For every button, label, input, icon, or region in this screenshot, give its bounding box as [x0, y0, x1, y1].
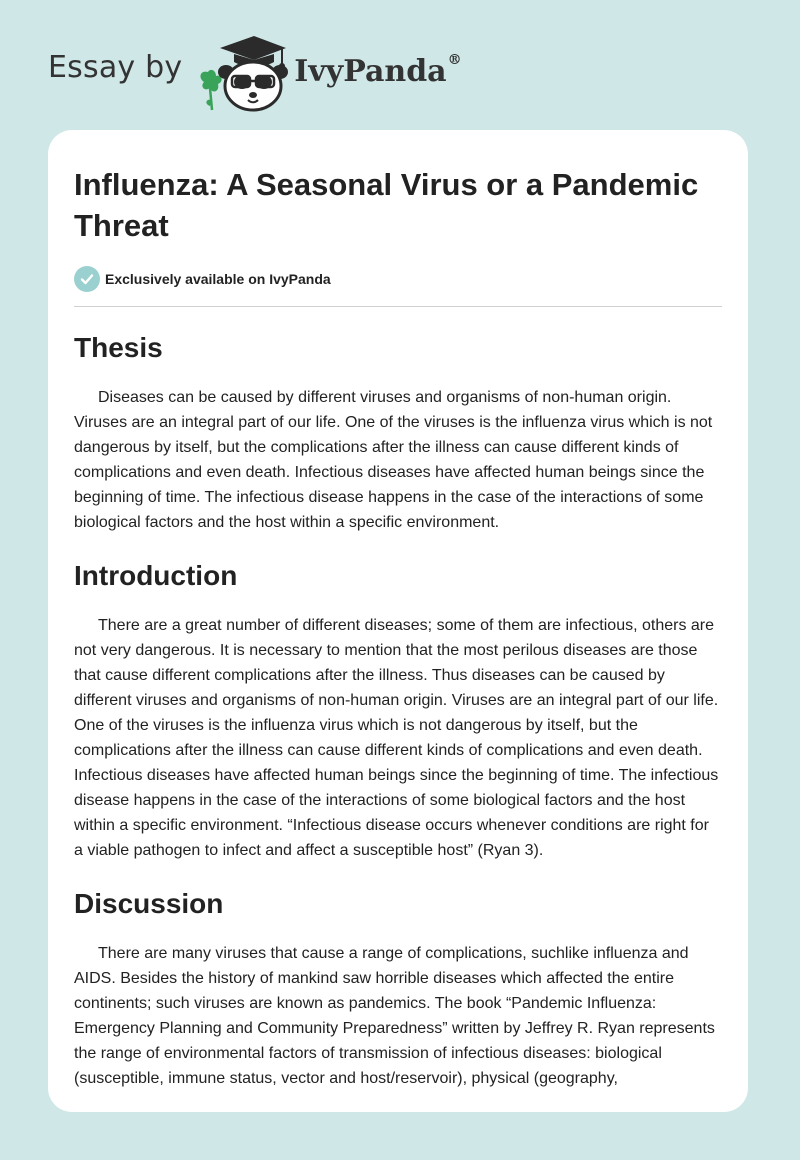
section-paragraph-thesis: Diseases can be caused by different viruses and organisms of non-human origin. Viruses are an integral part of our life. One of the viruses is the influenza virus which is not dangerous by itself, but the complications after the illness can cause different kinds of complications and even death. Infectious diseases have affected human beings since the beginning of time. The infectious disease happens in the case of the interactions of some biological factors and the host within a specific environment.	[74, 389, 713, 531]
check-icon	[74, 266, 100, 292]
brand-name[interactable]: IvyPanda®	[294, 51, 462, 89]
exclusive-label: Exclusively available on IvyPanda	[105, 271, 331, 287]
section-heading-introduction: Introduction	[74, 560, 238, 591]
essay-by-label: Essay by	[48, 49, 183, 85]
registered-mark: ®	[447, 51, 462, 68]
panda-logo-icon[interactable]	[196, 32, 288, 114]
section-heading-discussion: Discussion	[74, 888, 224, 919]
section-paragraph-discussion: There are many viruses that cause a range of complications, suchlike influenza and AIDS. Besides the history of mankind saw horrible diseases which affected the entire continents; such viruses are known as pandemics. The book “Pandemic Influenza: Emergency Planning and Community Preparedness” written by Jeffrey R. Ryan represents the range of environmental factors of transmission of infectious diseases: biological (susceptible, immune status, vector and host/reservoir), physical (geography,	[74, 945, 715, 1087]
site-header	[48, 28, 462, 118]
essay-card	[48, 130, 748, 1112]
section-paragraph-introduction: There are a great number of different diseases; some of them are infectious, others are not very dangerous. It is necessary to mention that the most perilous diseases are those that cause different complications after the illness. Thus diseases can be caused by different viruses and organisms of non-human origin. Viruses are an integral part of our life. One of the viruses is the influenza virus which is not dangerous by itself, but the complications after the illness can cause different kinds of complications and even death. Infectious diseases have affected human beings since the beginning of time. The infectious disease happens in the case of the interactions of some biological factors and the host within a specific environment. “Infectious disease occurs whenever conditions are right for a viable pathogen to infect and affect a susceptible host” (Ryan 3).	[74, 617, 719, 859]
exclusive-badge	[74, 266, 722, 307]
section-heading-thesis: Thesis	[74, 332, 163, 363]
essay-title: Influenza: A Seasonal Virus or a Pandemic Threat	[74, 167, 699, 243]
